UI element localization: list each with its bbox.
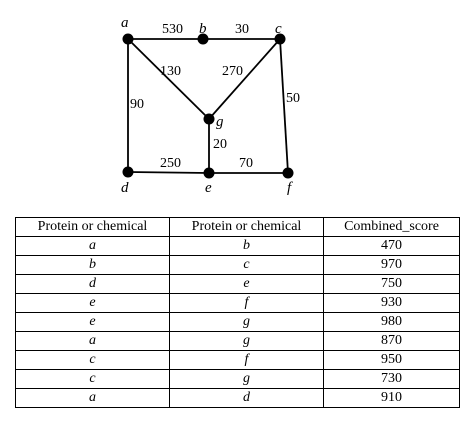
edge-d-e bbox=[128, 172, 209, 173]
table-row bbox=[16, 389, 460, 408]
node-a bbox=[123, 34, 134, 45]
node-label-g: g bbox=[216, 114, 224, 130]
cell-protein-1: c bbox=[16, 370, 170, 389]
column-header-protein-2: Protein or chemical bbox=[170, 218, 324, 237]
cell-protein-2: e bbox=[170, 275, 324, 294]
table-body bbox=[16, 237, 460, 408]
cell-protein-1: c bbox=[16, 351, 170, 370]
cell-protein-1: e bbox=[16, 313, 170, 332]
edge-weight-g-e: 20 bbox=[213, 137, 227, 152]
node-label-a: a bbox=[121, 15, 129, 31]
cell-combined-score: 750 bbox=[324, 275, 460, 294]
cell-protein-1: a bbox=[16, 332, 170, 351]
node-label-e: e bbox=[205, 180, 212, 196]
edge-weight-a-g: 130 bbox=[160, 64, 181, 79]
edge-weight-b-c: 30 bbox=[235, 22, 249, 37]
cell-protein-1: d bbox=[16, 275, 170, 294]
table-row bbox=[16, 332, 460, 351]
cell-protein-1: e bbox=[16, 294, 170, 313]
edge-weight-d-e: 250 bbox=[160, 156, 181, 171]
cell-combined-score: 950 bbox=[324, 351, 460, 370]
cell-combined-score: 930 bbox=[324, 294, 460, 313]
cell-protein-2: b bbox=[170, 237, 324, 256]
column-header-protein-1: Protein or chemical bbox=[16, 218, 170, 237]
combined-score-table bbox=[15, 217, 460, 408]
score-table-container bbox=[15, 217, 460, 408]
edge-weight-c-g: 270 bbox=[222, 64, 243, 79]
table-row bbox=[16, 370, 460, 389]
cell-protein-1: b bbox=[16, 256, 170, 275]
edge-c-f bbox=[280, 39, 288, 173]
cell-combined-score: 870 bbox=[324, 332, 460, 351]
cell-combined-score: 970 bbox=[324, 256, 460, 275]
network-graph bbox=[0, 0, 474, 210]
cell-protein-1: a bbox=[16, 389, 170, 408]
node-f bbox=[283, 168, 294, 179]
table-row bbox=[16, 275, 460, 294]
node-label-c: c bbox=[275, 21, 282, 37]
cell-protein-2: f bbox=[170, 351, 324, 370]
column-header-combined-score: Combined_score bbox=[324, 218, 460, 237]
cell-combined-score: 910 bbox=[324, 389, 460, 408]
table-row bbox=[16, 294, 460, 313]
cell-combined-score: 730 bbox=[324, 370, 460, 389]
node-d bbox=[123, 167, 134, 178]
cell-protein-2: g bbox=[170, 313, 324, 332]
cell-protein-2: g bbox=[170, 370, 324, 389]
table-row bbox=[16, 313, 460, 332]
cell-protein-2: c bbox=[170, 256, 324, 275]
cell-protein-2: f bbox=[170, 294, 324, 313]
cell-protein-1: a bbox=[16, 237, 170, 256]
node-e bbox=[204, 168, 215, 179]
edge-c-g bbox=[209, 39, 280, 119]
edge-weight-e-f: 70 bbox=[239, 156, 253, 171]
cell-protein-2: d bbox=[170, 389, 324, 408]
edge-weight-a-d: 90 bbox=[130, 97, 144, 112]
table-row bbox=[16, 237, 460, 256]
table-row bbox=[16, 351, 460, 370]
node-label-b: b bbox=[199, 21, 207, 37]
node-g bbox=[204, 114, 215, 125]
cell-combined-score: 980 bbox=[324, 313, 460, 332]
cell-combined-score: 470 bbox=[324, 237, 460, 256]
node-label-f: f bbox=[287, 180, 292, 196]
table-header-row bbox=[16, 218, 460, 237]
edge-weight-c-f: 50 bbox=[286, 91, 300, 106]
edge-weight-a-b: 530 bbox=[162, 22, 183, 37]
cell-protein-2: g bbox=[170, 332, 324, 351]
node-label-d: d bbox=[121, 180, 129, 196]
table-row bbox=[16, 256, 460, 275]
